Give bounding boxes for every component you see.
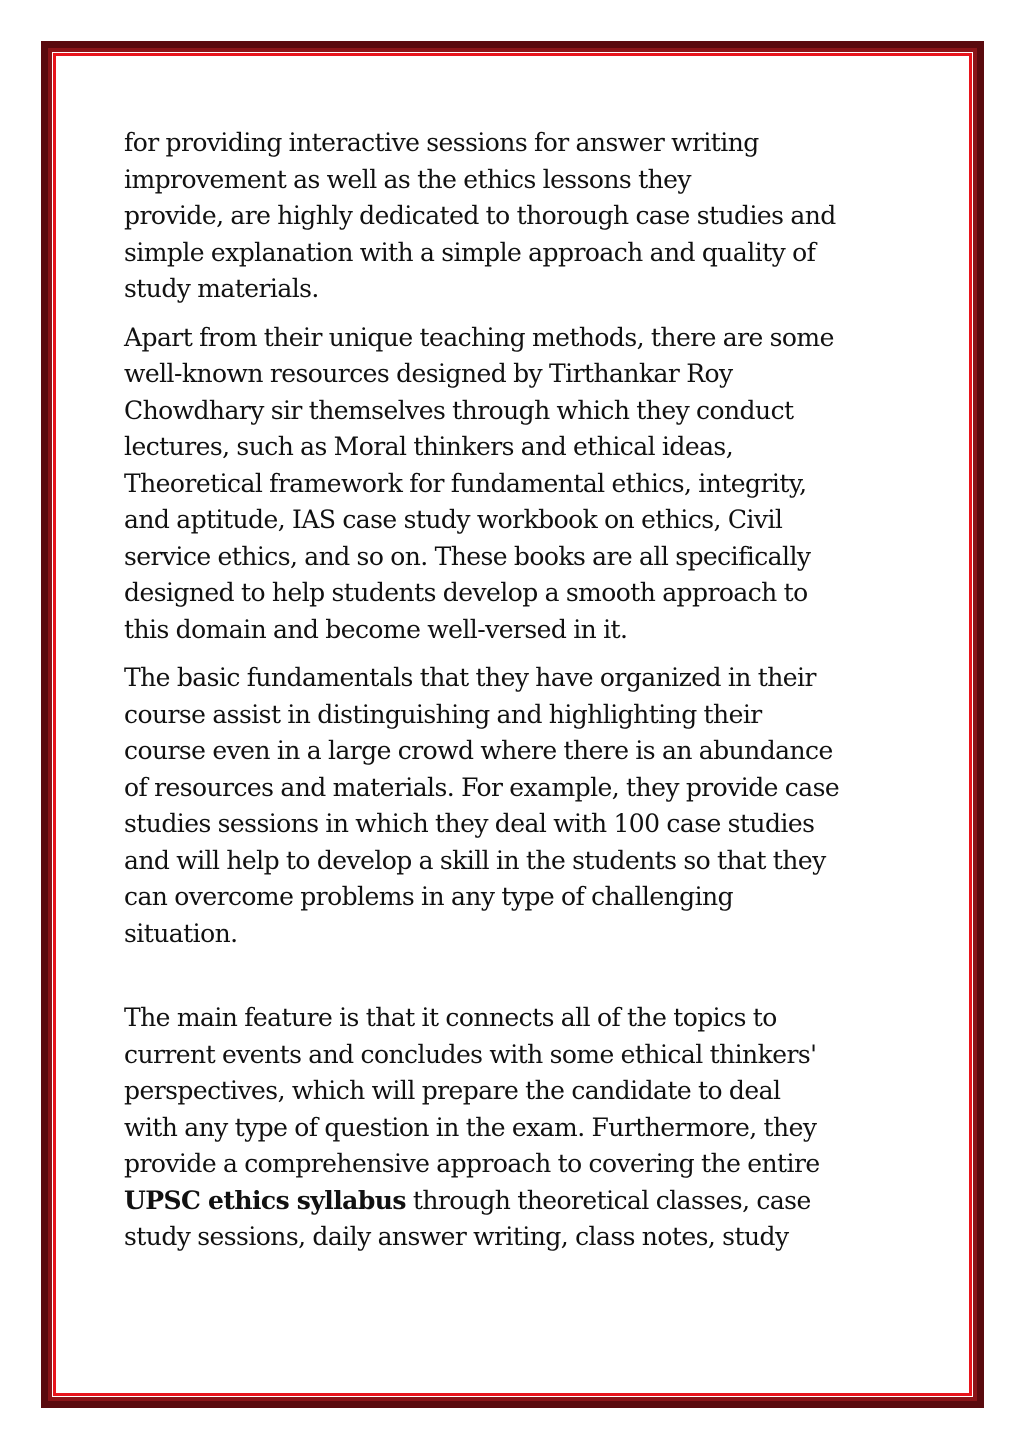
text-line: Theoretical framework for fundamental ethics, integrity, [124, 468, 807, 498]
text-line: Chowdhary sir themselves through which they conduct [124, 395, 794, 425]
text-line: well-known resources designed by Tirthankar Roy [124, 359, 733, 388]
paragraph-4 [124, 1000, 904, 1256]
text-line: study sessions, daily answer writing, class notes, study [124, 1222, 789, 1251]
paragraph-1 [124, 125, 904, 308]
text-line: course even in a large crowd where there is an abundance [124, 736, 833, 765]
text-line: perspectives, which will prepare the candidate to deal [124, 1076, 781, 1105]
text-line: simple explanation with a simple approach and quality of [124, 237, 816, 267]
paragraph-2 [124, 320, 904, 649]
paragraph-spacer [124, 964, 904, 1000]
text-line: designed to help students develop a smooth approach to [124, 578, 808, 607]
document-body [124, 125, 904, 1268]
text-fragment: through theoretical classes, case [405, 1185, 811, 1215]
text-line: studies sessions in which they deal with 100 case studies [124, 809, 815, 838]
text-line: course assist in distinguishing and highlighting their [124, 699, 762, 729]
upsc-ethics-syllabus-link-text: UPSC ethics syllabus [124, 1185, 406, 1215]
text-line: can overcome problems in any type of challenging [124, 882, 734, 911]
text-line: study materials. [124, 274, 319, 303]
text-line: and aptitude, IAS case study workbook on ethics, Civil [124, 505, 783, 534]
text-line: service ethics, and so on. These books are all specifically [124, 541, 811, 571]
text-line: situation. [124, 918, 238, 948]
text-line: this domain and become well-versed in it. [124, 614, 628, 644]
text-line: and will help to develop a skill in the students so that they [124, 845, 826, 875]
text-line: improvement as well as the ethics lessons they [124, 164, 691, 194]
text-line: lectures, such as Moral thinkers and ethical ideas, [124, 432, 734, 461]
text-line: The main feature is that it connects all of the topics to [124, 1003, 777, 1032]
text-line: provide a comprehensive approach to covering the entire [124, 1149, 820, 1178]
text-line: provide, are highly dedicated to thorough case studies and [124, 201, 836, 230]
text-line: of resources and materials. For example, they provide case [124, 772, 840, 802]
text-line: current events and concludes with some ethical thinkers' [124, 1039, 817, 1069]
text-line: The basic fundamentals that they have organized in their [124, 663, 816, 692]
text-line: for providing interactive sessions for answer writing [124, 128, 759, 157]
text-line: Apart from their unique teaching methods, there are some [124, 322, 834, 352]
text-line [124, 1183, 904, 1220]
paragraph-3 [124, 660, 904, 952]
text-line: with any type of question in the exam. Furthermore, they [124, 1112, 817, 1142]
